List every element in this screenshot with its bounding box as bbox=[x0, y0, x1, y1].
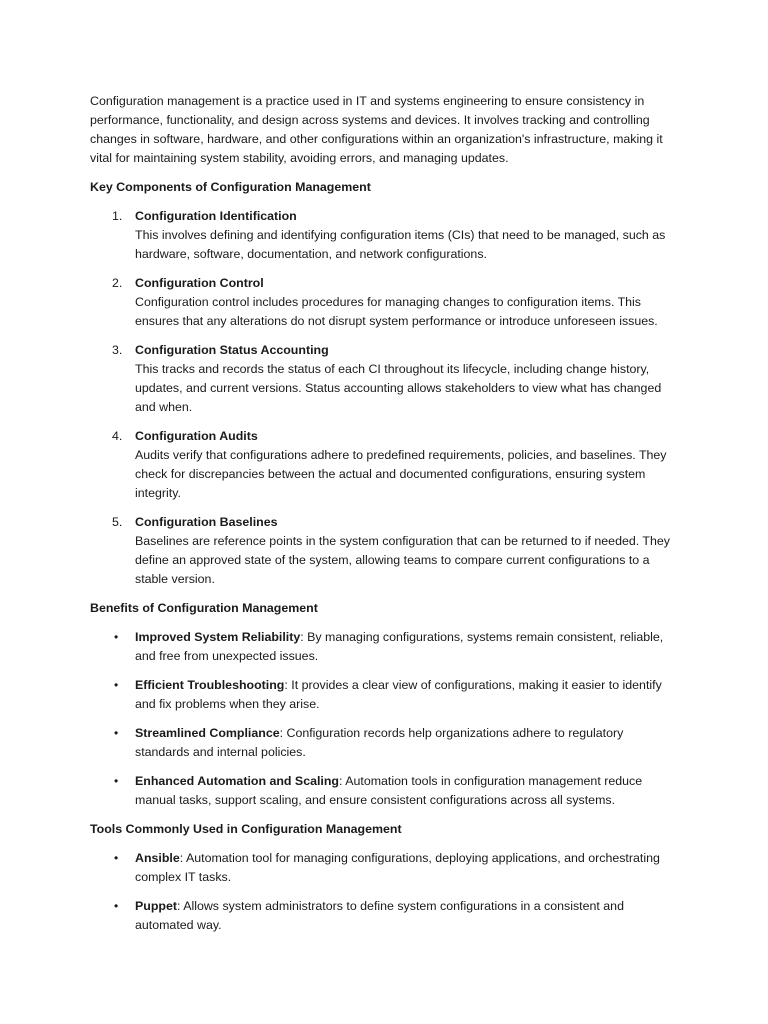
bullet-icon: • bbox=[114, 851, 119, 865]
key-components-heading: Key Components of Configuration Management bbox=[90, 180, 371, 194]
benefit-text: : Automation tools in configuration management reduce manual tasks, support scaling, and ensure consistent configurations across all systems. bbox=[135, 774, 643, 807]
list-number: 4. bbox=[112, 429, 123, 443]
list-item bbox=[90, 513, 678, 589]
bullet-icon: • bbox=[114, 726, 119, 740]
benefits-list bbox=[90, 628, 678, 810]
component-description: Audits verify that configurations adhere to predefined requirements, policies, and baselines. They check for discrepancies between the actual and documented configurations, ensuring system integrity. bbox=[135, 448, 667, 500]
list-item bbox=[90, 849, 678, 887]
list-number: 2. bbox=[112, 276, 123, 290]
component-description: This involves defining and identifying configuration items (CIs) that need to be managed, such as hardware, software, documentation, and network configurations. bbox=[135, 228, 666, 261]
benefit-text: : Configuration records help organizations adhere to regulatory standards and internal policies. bbox=[135, 726, 624, 759]
component-description: This tracks and records the status of each CI throughout its lifecycle, including change history, updates, and current versions. Status accounting allows stakeholders to view what has changed and when. bbox=[135, 362, 662, 414]
component-title: Configuration Baselines bbox=[135, 515, 278, 529]
tools-heading: Tools Commonly Used in Configuration Management bbox=[90, 822, 402, 836]
list-number: 3. bbox=[112, 343, 123, 357]
benefit-text: : It provides a clear view of configurations, making it easier to identify and fix problems when they arise. bbox=[135, 678, 662, 711]
benefit-term: Enhanced Automation and Scaling bbox=[135, 774, 340, 788]
tool-text: : Automation tool for managing configurations, deploying applications, and orchestrating complex IT tasks. bbox=[135, 851, 660, 884]
list-item bbox=[90, 676, 678, 714]
list-item bbox=[90, 427, 678, 503]
list-item bbox=[90, 724, 678, 762]
tool-name: Ansible bbox=[135, 851, 180, 865]
component-title: Configuration Identification bbox=[135, 209, 297, 223]
bullet-icon: • bbox=[114, 899, 119, 913]
list-number: 5. bbox=[112, 515, 123, 529]
intro-paragraph: Configuration management is a practice used in IT and systems engineering to ensure consistency in performance, functionality, and design across systems and devices. It involves tracking and controlling changes in software, hardware, and other configurations within an organization's infrastructure, making it vital for maintaining system stability, avoiding errors, and managing updates. bbox=[90, 94, 663, 165]
list-number: 1. bbox=[112, 209, 123, 223]
tools-list bbox=[90, 849, 678, 935]
list-item bbox=[90, 207, 678, 264]
benefits-heading: Benefits of Configuration Management bbox=[90, 601, 318, 615]
benefit-text: : By managing configurations, systems remain consistent, reliable, and free from unexpected issues. bbox=[135, 630, 664, 663]
tool-text: : Allows system administrators to define system configurations in a consistent and automated way. bbox=[135, 899, 624, 932]
component-description: Baselines are reference points in the system configuration that can be returned to if needed. They define an approved state of the system, allowing teams to compare current configurations to a stable version. bbox=[135, 534, 670, 586]
benefit-term: Efficient Troubleshooting bbox=[135, 678, 285, 692]
benefit-term: Improved System Reliability bbox=[135, 630, 301, 644]
component-title: Configuration Audits bbox=[135, 429, 258, 443]
key-components-list bbox=[90, 207, 678, 589]
bullet-icon: • bbox=[114, 630, 119, 644]
tool-name: Puppet bbox=[135, 899, 177, 913]
bullet-icon: • bbox=[114, 678, 119, 692]
list-item bbox=[90, 628, 678, 666]
component-title: Configuration Status Accounting bbox=[135, 343, 329, 357]
benefit-term: Streamlined Compliance bbox=[135, 726, 280, 740]
list-item bbox=[90, 274, 678, 331]
bullet-icon: • bbox=[114, 774, 119, 788]
list-item bbox=[90, 341, 678, 417]
list-item bbox=[90, 772, 678, 810]
list-item bbox=[90, 897, 678, 935]
component-description: Configuration control includes procedures for managing changes to configuration items. This ensures that any alterations do not disrupt system performance or introduce unforeseen issues. bbox=[135, 295, 658, 328]
component-title: Configuration Control bbox=[135, 276, 264, 290]
